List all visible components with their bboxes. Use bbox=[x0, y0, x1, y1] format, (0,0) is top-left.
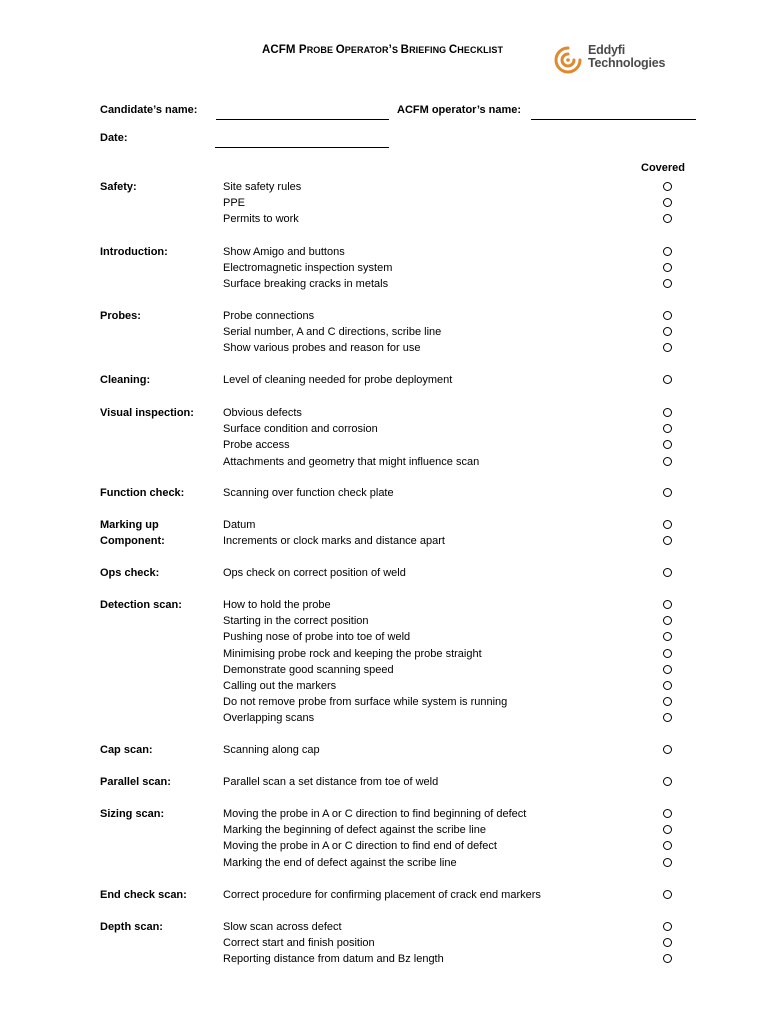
covered-checkbox[interactable] bbox=[663, 600, 672, 609]
checklist-item-label: Surface condition and corrosion bbox=[223, 423, 378, 436]
covered-checkbox[interactable] bbox=[663, 520, 672, 529]
checklist-item-label: Moving the probe in A or C direction to find end of defect bbox=[223, 840, 497, 853]
checklist-item bbox=[223, 613, 507, 629]
section-label: Cleaning: bbox=[100, 374, 151, 386]
section-label: Probes: bbox=[100, 310, 141, 322]
checklist-item bbox=[223, 838, 526, 854]
checklist-item-label: Show Amigo and buttons bbox=[223, 246, 345, 258]
checklist-item-label: Pushing nose of probe into toe of weld bbox=[223, 631, 411, 644]
covered-checkbox[interactable] bbox=[663, 568, 672, 577]
checklist-item-label: Starting in the correct position bbox=[223, 615, 369, 628]
checklist-item-label: Marking the beginning of defect against the scribe line bbox=[223, 824, 486, 837]
checklist-item-label: Demonstrate good scanning speed bbox=[223, 663, 394, 676]
checklist-item-label: Permits to work bbox=[223, 213, 299, 226]
checklist-item-label: Marking the end of defect against the scribe line bbox=[223, 856, 457, 869]
checklist-item bbox=[223, 694, 507, 710]
checklist-item bbox=[223, 565, 406, 581]
checklist-item-label: Attachments and geometry that might influence scan bbox=[223, 455, 480, 468]
checklist-item bbox=[223, 324, 441, 340]
checklist-item bbox=[223, 372, 452, 388]
candidate-name-label: Candidate’s name: bbox=[100, 104, 198, 116]
covered-checkbox[interactable] bbox=[663, 214, 672, 223]
checklist-item bbox=[223, 485, 394, 501]
operator-name-label: ACFM operator’s name: bbox=[397, 104, 522, 116]
checklist-item bbox=[223, 919, 444, 935]
section-label: Marking up Component: bbox=[100, 519, 165, 548]
covered-checkbox[interactable] bbox=[663, 408, 672, 417]
checklist-item bbox=[223, 806, 526, 822]
covered-checkbox[interactable] bbox=[663, 681, 672, 690]
covered-checkbox[interactable] bbox=[663, 488, 672, 497]
section-label: Parallel scan: bbox=[100, 776, 171, 788]
checklist-item-label: Correct start and finish position bbox=[223, 937, 375, 950]
checklist-item bbox=[223, 855, 526, 871]
covered-checkbox[interactable] bbox=[663, 809, 672, 818]
checklist-item-label: Serial number, A and C directions, scribe line bbox=[223, 326, 442, 339]
covered-checkbox[interactable] bbox=[663, 665, 672, 674]
checklist-item bbox=[223, 421, 479, 437]
operator-name-field[interactable] bbox=[531, 119, 696, 120]
section-label: Sizing scan: bbox=[100, 808, 165, 820]
checklist-item bbox=[223, 678, 507, 694]
covered-checkbox[interactable] bbox=[663, 713, 672, 722]
checklist-item-label: Ops check on correct position of weld bbox=[223, 567, 406, 579]
covered-checkbox[interactable] bbox=[663, 327, 672, 336]
covered-checkbox[interactable] bbox=[663, 632, 672, 641]
covered-checkbox[interactable] bbox=[663, 938, 672, 947]
logo-line-2: Technologies bbox=[588, 56, 666, 70]
checklist-item bbox=[223, 662, 507, 678]
section-label: Function check: bbox=[100, 487, 185, 499]
checklist-item bbox=[223, 276, 392, 292]
checklist-item-label: Surface breaking cracks in metals bbox=[223, 278, 389, 291]
covered-checkbox[interactable] bbox=[663, 616, 672, 625]
covered-checkbox[interactable] bbox=[663, 198, 672, 207]
covered-checkbox[interactable] bbox=[663, 279, 672, 288]
checklist-item bbox=[223, 179, 301, 195]
checklist-item-label: Overlapping scans bbox=[223, 712, 315, 725]
covered-column-header: Covered bbox=[641, 162, 686, 174]
checklist-item bbox=[223, 260, 392, 276]
checklist-item bbox=[223, 244, 392, 260]
checklist-item bbox=[223, 454, 479, 470]
eddyfi-logo-icon bbox=[552, 44, 584, 76]
covered-checkbox[interactable] bbox=[663, 536, 672, 545]
section-label: Visual inspection: bbox=[100, 407, 194, 419]
covered-checkbox[interactable] bbox=[663, 697, 672, 706]
eddyfi-logo bbox=[552, 44, 682, 80]
date-label: Date: bbox=[100, 132, 128, 144]
checklist-item-label: PPE bbox=[223, 197, 246, 210]
checklist-item-label: Correct procedure for confirming placement of crack end markers bbox=[223, 889, 541, 901]
checklist-item-label: Probe access bbox=[223, 439, 290, 452]
covered-checkbox[interactable] bbox=[663, 375, 672, 384]
checklist-item bbox=[223, 774, 438, 790]
checklist-item-label: Site safety rules bbox=[223, 181, 302, 193]
checklist-item bbox=[223, 935, 444, 951]
covered-checkbox[interactable] bbox=[663, 440, 672, 449]
checklist-item bbox=[223, 646, 507, 662]
covered-checkbox[interactable] bbox=[663, 182, 672, 191]
candidate-name-field[interactable] bbox=[216, 119, 389, 120]
covered-checkbox[interactable] bbox=[663, 263, 672, 272]
checklist-item-label: Do not remove probe from surface while system is running bbox=[223, 696, 508, 709]
checklist-item-label: Reporting distance from datum and Bz length bbox=[223, 953, 444, 966]
checklist-item bbox=[223, 195, 301, 211]
checklist-item-label: Minimising probe rock and keeping the probe straight bbox=[223, 647, 482, 660]
covered-checkbox[interactable] bbox=[663, 922, 672, 931]
document-title: ACFM PROBE OPERATOR’S BRIEFING CHECKLIST bbox=[262, 44, 504, 56]
checklist-item-label: Slow scan across defect bbox=[223, 921, 342, 933]
covered-checkbox[interactable] bbox=[663, 858, 672, 867]
checklist-item bbox=[223, 405, 479, 421]
checklist-item-label: Obvious defects bbox=[223, 407, 302, 419]
section-label: Detection scan: bbox=[100, 599, 182, 611]
checklist-item bbox=[223, 710, 507, 726]
checklist-item-label: Datum bbox=[223, 519, 256, 531]
covered-checkbox[interactable] bbox=[663, 890, 672, 899]
covered-checkbox[interactable] bbox=[663, 954, 672, 963]
covered-checkbox[interactable] bbox=[663, 745, 672, 754]
checklist-item bbox=[223, 822, 526, 838]
checklist-item-label: How to hold the probe bbox=[223, 599, 331, 611]
checklist-item bbox=[223, 211, 301, 227]
covered-checkbox[interactable] bbox=[663, 841, 672, 850]
date-field[interactable] bbox=[215, 147, 389, 148]
checklist-item bbox=[223, 951, 444, 967]
checklist-item-label: Moving the probe in A or C direction to find beginning of defect bbox=[223, 808, 527, 820]
section-label: Ops check: bbox=[100, 567, 160, 579]
checklist-item-label: Increments or clock marks and distance apart bbox=[223, 535, 445, 548]
checklist-item bbox=[223, 629, 507, 645]
section-label: Introduction: bbox=[100, 246, 168, 258]
checklist-item-label: Electromagnetic inspection system bbox=[223, 262, 393, 275]
covered-checkbox[interactable] bbox=[663, 247, 672, 256]
checklist-item bbox=[223, 340, 441, 356]
covered-checkbox[interactable] bbox=[663, 311, 672, 320]
section-label: Safety: bbox=[100, 181, 137, 193]
checklist-item bbox=[223, 533, 445, 549]
covered-checkbox[interactable] bbox=[663, 649, 672, 658]
covered-checkbox[interactable] bbox=[663, 343, 672, 352]
checklist-item bbox=[223, 742, 320, 758]
checklist-item-label: Scanning along cap bbox=[223, 744, 320, 756]
checklist-item-label: Probe connections bbox=[223, 310, 315, 322]
covered-checkbox[interactable] bbox=[663, 825, 672, 834]
checklist-item bbox=[223, 887, 541, 903]
covered-checkbox[interactable] bbox=[663, 777, 672, 786]
covered-checkbox[interactable] bbox=[663, 424, 672, 433]
checklist-item-label: Scanning over function check plate bbox=[223, 487, 394, 499]
checklist-item-label: Parallel scan a set distance from toe of weld bbox=[223, 776, 439, 788]
section-label: End check scan: bbox=[100, 889, 187, 901]
logo-line-1: Eddyfi bbox=[588, 43, 625, 57]
section-label: Depth scan: bbox=[100, 921, 163, 933]
checklist-item bbox=[223, 517, 445, 533]
checklist-item bbox=[223, 437, 479, 453]
checklist-item-label: Calling out the markers bbox=[223, 679, 337, 692]
section-label: Cap scan: bbox=[100, 744, 153, 756]
checklist-item-label: Level of cleaning needed for probe deployment bbox=[223, 374, 453, 386]
checklist-item-label: Show various probes and reason for use bbox=[223, 342, 421, 355]
covered-checkbox[interactable] bbox=[663, 457, 672, 466]
checklist-item bbox=[223, 308, 441, 324]
checklist-item bbox=[223, 597, 507, 613]
